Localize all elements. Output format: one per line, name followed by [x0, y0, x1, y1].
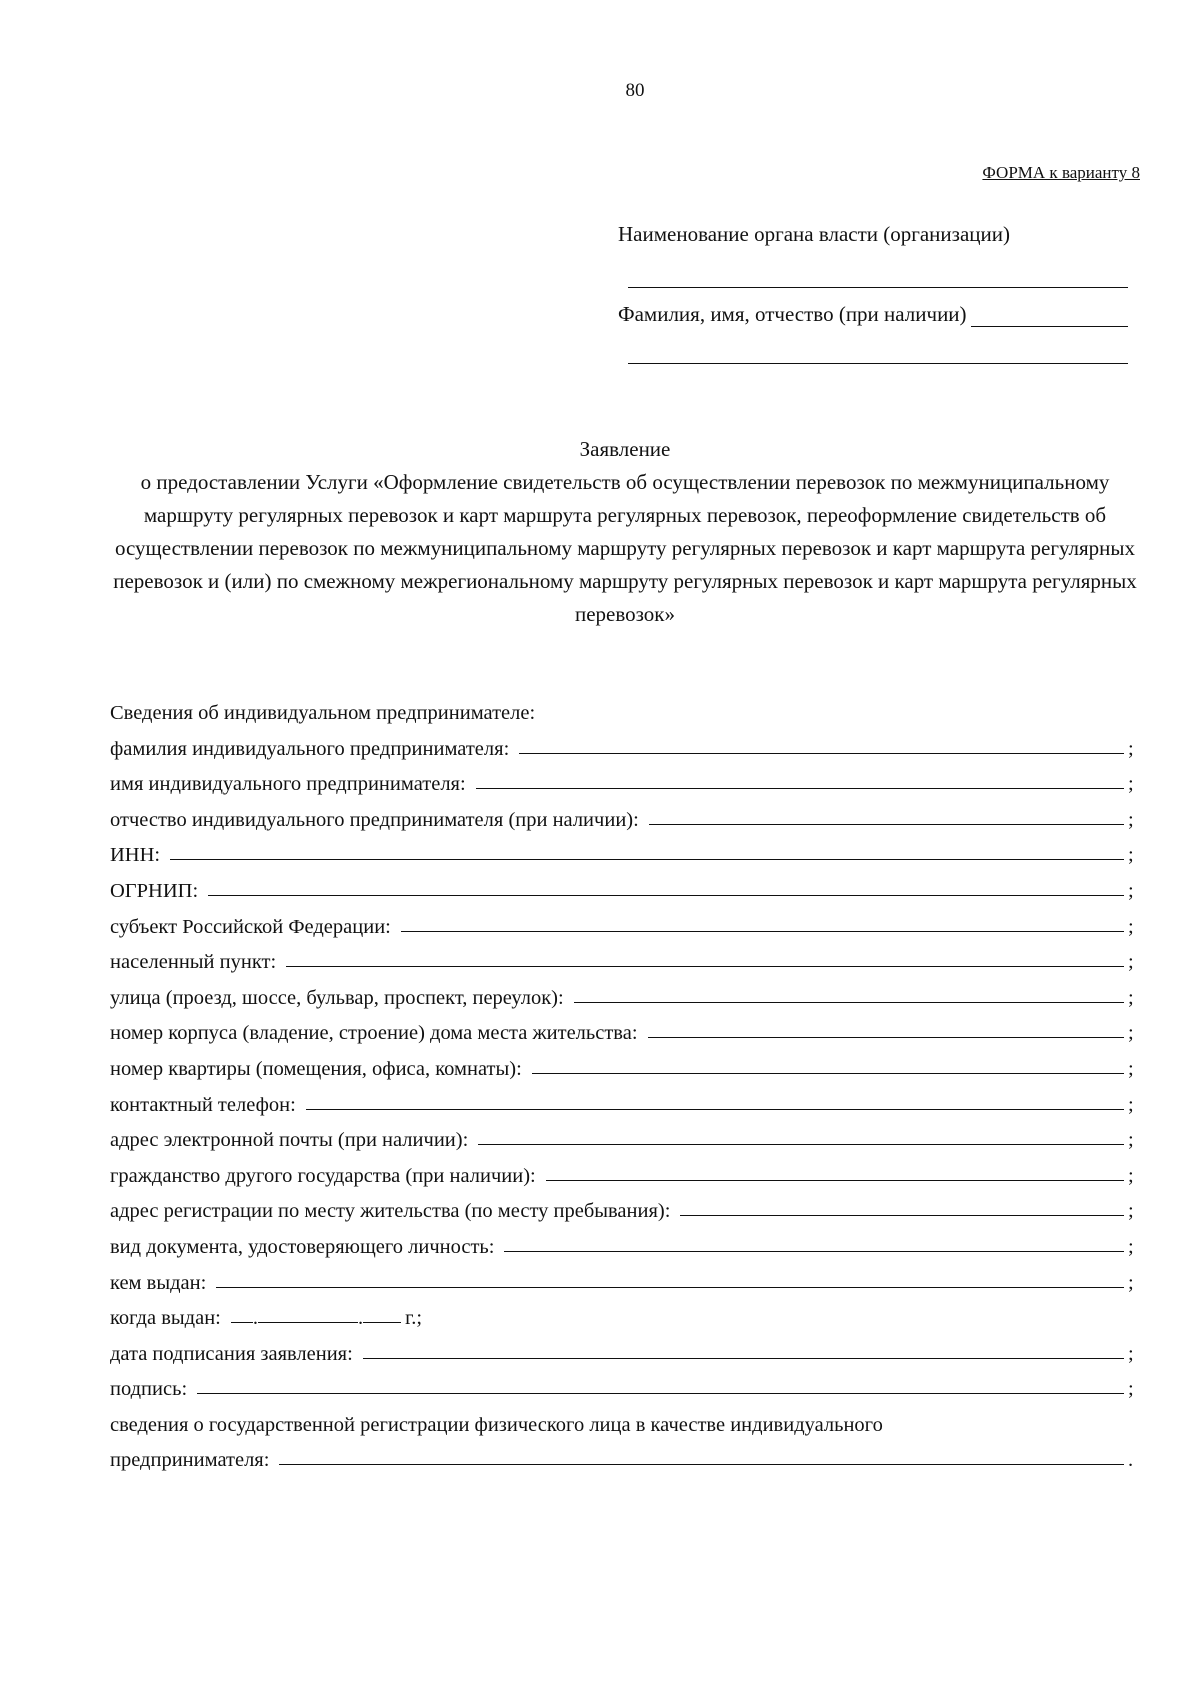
field-end-mark: ; [1128, 1129, 1134, 1152]
issued-day-line[interactable] [231, 1321, 253, 1323]
registration-end: . [1128, 1449, 1134, 1472]
field-row [110, 1081, 1140, 1117]
field-end-mark: ; [1128, 1235, 1134, 1258]
statement-heading: Заявление [579, 437, 671, 461]
field-end-mark: ; [1128, 879, 1134, 902]
section-heading: Сведения об индивидуальном предпринимателе: [110, 702, 536, 724]
field-label: дата подписания заявления: [110, 1342, 353, 1365]
field-row [110, 725, 1140, 761]
field-input-line[interactable] [680, 1214, 1124, 1216]
field-end-mark: ; [1128, 808, 1134, 831]
field-label: гражданство другого государства (при наличии): [110, 1164, 536, 1187]
field-input-line[interactable] [286, 965, 1124, 967]
field-input-line[interactable] [476, 787, 1124, 789]
field-input-line[interactable] [532, 1072, 1124, 1074]
field-input-line[interactable] [401, 930, 1124, 932]
field-label: фамилия индивидуального предпринимателя: [110, 737, 510, 760]
registration-line[interactable] [279, 1463, 1124, 1465]
fio-line-2[interactable] [628, 362, 1128, 364]
field-end-mark: ; [1128, 1093, 1134, 1116]
field-label: субъект Российской Федерации: [110, 915, 391, 938]
field-end-mark: ; [1128, 844, 1134, 867]
issued-date-row [110, 1295, 1140, 1331]
fields-after-list [110, 1330, 1140, 1401]
registration-line-1 [110, 1401, 1140, 1437]
registration-text: сведения о государственной регистрации физического лица в качестве индивидуального [110, 1413, 883, 1436]
field-input-line[interactable] [363, 1357, 1124, 1359]
field-input-line[interactable] [208, 894, 1124, 896]
issued-date-label: когда выдан: [110, 1307, 221, 1330]
field-end-mark: ; [1128, 1271, 1134, 1294]
fio-label: Фамилия, имя, отчество (при наличии) [618, 302, 967, 326]
field-end-mark: ; [1128, 1057, 1134, 1080]
field-end-mark: ; [1128, 986, 1134, 1009]
issued-month-line[interactable] [258, 1321, 358, 1323]
statement-title [110, 433, 1140, 631]
org-name-label: Наименование органа власти (организации) [618, 222, 1010, 246]
form-reference: ФОРМА к варианту 8 [982, 163, 1140, 182]
field-label: отчество индивидуального предпринимателя (при наличии): [110, 808, 639, 831]
registration-row [110, 1437, 1140, 1473]
field-row [110, 832, 1140, 868]
field-label: номер квартиры (помещения, офиса, комнаты): [110, 1057, 522, 1080]
field-input-line[interactable] [306, 1108, 1124, 1110]
field-label: населенный пункт: [110, 951, 277, 974]
field-label: адрес регистрации по месту жительства (по месту пребывания): [110, 1200, 671, 1223]
issued-year-line[interactable] [363, 1321, 401, 1323]
field-label: адрес электронной почты (при наличии): [110, 1129, 469, 1152]
field-label: подпись: [110, 1378, 188, 1401]
field-input-line[interactable] [216, 1286, 1124, 1288]
applicant-fields [110, 690, 1140, 1472]
field-end-mark: ; [1128, 1022, 1134, 1045]
field-row [110, 1188, 1140, 1224]
field-input-line[interactable] [574, 1001, 1124, 1003]
field-input-line[interactable] [546, 1179, 1124, 1181]
field-row [110, 1010, 1140, 1046]
field-row [110, 939, 1140, 975]
field-row [110, 1366, 1140, 1402]
field-label: имя индивидуального предпринимателя: [110, 773, 466, 796]
fio-line[interactable] [971, 308, 1128, 327]
field-input-line[interactable] [504, 1250, 1124, 1252]
field-end-mark: ; [1128, 915, 1134, 938]
org-name-line[interactable] [628, 286, 1128, 288]
field-row [110, 1330, 1140, 1366]
issued-date-sep-1: . [252, 1307, 258, 1330]
field-label: ОГРНИП: [110, 879, 199, 902]
field-end-mark: ; [1128, 1378, 1134, 1401]
field-end-mark: ; [1128, 1342, 1134, 1365]
field-end-mark: ; [1128, 1164, 1134, 1187]
field-row [110, 1223, 1140, 1259]
field-label: ИНН: [110, 844, 161, 867]
field-input-line[interactable] [478, 1143, 1124, 1145]
field-row [110, 1152, 1140, 1188]
issued-date-sep-2: . [357, 1307, 364, 1330]
field-end-mark: ; [1128, 737, 1134, 760]
field-row [110, 796, 1140, 832]
field-input-line[interactable] [648, 1036, 1124, 1038]
field-end-mark: ; [1128, 773, 1134, 796]
field-row [110, 867, 1140, 903]
field-row [110, 974, 1140, 1010]
field-row [110, 1259, 1140, 1295]
field-label: номер корпуса (владение, строение) дома места жительства: [110, 1022, 638, 1045]
registration-label: предпринимателя: [110, 1449, 270, 1472]
field-label: кем выдан: [110, 1271, 207, 1294]
fields-list [110, 725, 1140, 1295]
field-end-mark: ; [1128, 1200, 1134, 1223]
field-row [110, 1117, 1140, 1153]
field-input-line[interactable] [170, 858, 1124, 860]
field-input-line[interactable] [197, 1392, 1124, 1394]
field-row [110, 1045, 1140, 1081]
statement-subject: о предоставлении Услуги «Оформление свидетельств об осуществлении перевозок по межмуниципальному маршруту регулярных перевозок и карт маршрута регулярных перевозок, переоформление свидетельств об осуществлении перевозок по межмуниципальному маршруту регулярных перевозок и карт маршрута регулярных перевозок и (или) по смежному межрегиональному маршруту регулярных перевозок и карт маршрута регулярных перевозок» [113, 470, 1137, 626]
field-input-line[interactable] [519, 752, 1124, 754]
page-number: 80 [625, 80, 645, 101]
field-label: улица (проезд, шоссе, бульвар, проспект, переулок): [110, 986, 564, 1009]
fio-row [618, 302, 1128, 327]
field-label: контактный телефон: [110, 1093, 296, 1116]
field-row [110, 761, 1140, 797]
field-row [110, 903, 1140, 939]
field-end-mark: ; [1128, 951, 1134, 974]
field-input-line[interactable] [649, 823, 1124, 825]
field-label: вид документа, удостоверяющего личность: [110, 1235, 495, 1258]
issued-date-suffix: г.; [405, 1307, 423, 1330]
